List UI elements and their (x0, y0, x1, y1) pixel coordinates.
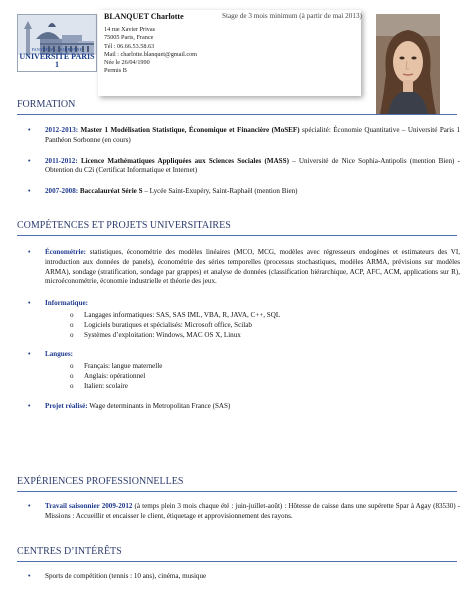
experience-item: • Travail saisonnier 2009-2012 (à temps plein 3 mois chaque été : juin-juillet-août) : Hôtesse de caisse dans une supérette Spar à Agay (83530) - Missions : Accueillir et encaisser le client, étiquetage et approvisionnement des rayons. (28, 502, 460, 520)
square-bullet-icon: • (28, 299, 31, 308)
section-competences-heading: COMPÉTENCES ET PROJETS UNIVERSITAIRES (17, 220, 457, 236)
formation-item: • 2012-2013: Master 1 Modélisation Statistique, Économique et Financière (MoSEF) spécialité: Économie Quantitative – Université Paris 1 Panthéon Sorbonne (en cours) (28, 126, 460, 144)
license-line: Permis B (104, 67, 127, 75)
square-bullet-icon: • (28, 248, 31, 256)
interets-list (28, 572, 460, 582)
square-bullet-icon: • (28, 401, 31, 410)
sublist-item: o Français: langue maternelle (70, 362, 163, 371)
experiences-list (28, 502, 460, 522)
birthdate-line: Née le 26/04/1990 (104, 59, 150, 67)
circle-bullet-icon: o (70, 381, 74, 390)
informatique-item: • Informatique: o Langages informatiques: SAS, SAS IML, VBA, R, JAVA, C++, SQL o Logiciels buratiques et spécialisés: Microsoft office, Scilab o Systèmes d’exploitation: Windows, MAC OS X, Linux (28, 299, 460, 340)
square-bullet-icon: • (28, 350, 31, 359)
langues-sublist (45, 362, 460, 391)
projet-item: • Projet réalisé: Wage determinants in Metropolitan France (SAS) (28, 401, 231, 410)
circle-bullet-icon: o (70, 371, 74, 380)
circle-bullet-icon: o (70, 320, 74, 329)
section-formation-heading: FORMATION (17, 99, 457, 115)
formation-item: • 2011-2012: Licence Mathématiques Appliquées aux Sciences Sociales (MASS) – Université de Nice Sophia-Antipolis (mention Bien) - Obtention du C2i (Certificat Informatique et Internet) (28, 156, 460, 175)
circle-bullet-icon: o (70, 362, 74, 371)
square-bullet-icon: • (28, 502, 31, 510)
square-bullet-icon: • (28, 126, 31, 134)
candidate-name: BLANQUET Charlotte (104, 12, 184, 21)
square-bullet-icon: • (28, 187, 31, 196)
stage-availability: Stage de 3 mois minimum (à partir de mai 2013) (222, 12, 362, 20)
university-logo (17, 14, 97, 72)
formation-list (28, 126, 460, 197)
sublist-item: o Systèmes d’exploitation: Windows, MAC OS X, Linux (70, 330, 241, 339)
sublist-item: o Italien: scolaire (70, 381, 128, 390)
section-experiences-heading: EXPÉRIENCES PROFESSIONNELLES (17, 476, 457, 492)
square-bullet-icon: • (28, 156, 31, 165)
econometrie-item: • Économétrie: statistiques, économétrie des modèles linéaires (MCO, MCG, modèles avec régresseurs endogènes et estimateurs des VI, introduction aux données de panels), économétrie des séries temporelles (processus stochastiques, modèles ARMA, prévisions sur modèles ARMA), sondage (stratification, sondage par grappes) et analyse de données (classification hiérarchique, ACP, AFC, ACM, applications sur R), microéconométrie, économie industrielle et théorie des jeux. (28, 248, 460, 286)
circle-bullet-icon: o (70, 310, 74, 319)
circle-bullet-icon: o (70, 330, 74, 339)
contact-details (104, 26, 197, 76)
email-line: Mail : charlotte.blanquet@gmail.com (104, 50, 197, 58)
formation-item: • 2007-2008: Baccalauréat Série S – Lycée Saint-Exupéry, Saint-Raphaël (mention Bien) (28, 187, 298, 196)
sublist-item: o Langages informatiques: SAS, SAS IML, VBA, R, JAVA, C++, SQL (70, 310, 281, 319)
informatique-sublist (45, 311, 460, 340)
phone-line: Tél : 06.66.53.58.63 (104, 42, 155, 50)
square-bullet-icon: • (28, 572, 31, 580)
section-interets-heading: CENTRES D’INTÉRÊTS (17, 546, 457, 562)
interet-item: • Sports de compétition (tennis : 10 ans), cinéma, musique (28, 572, 207, 580)
logo-caption: PANTHÉON – SORBONNE UNIVERSITÉ PARIS 1 (19, 47, 95, 69)
sublist-item: o Anglais: opérationnel (70, 371, 146, 380)
city-line: 75005 Paris, France (104, 34, 154, 42)
sublist-item: o Logiciels buratiques et spécialisés: Microsoft office, Scilab (70, 320, 252, 329)
address-line: 14 rue Xavier Privas (104, 26, 156, 33)
competences-list (28, 248, 460, 411)
langues-item: • Langues: o Français: langue maternelle o Anglais: opérationnel o Italien: scolaire (28, 350, 460, 391)
